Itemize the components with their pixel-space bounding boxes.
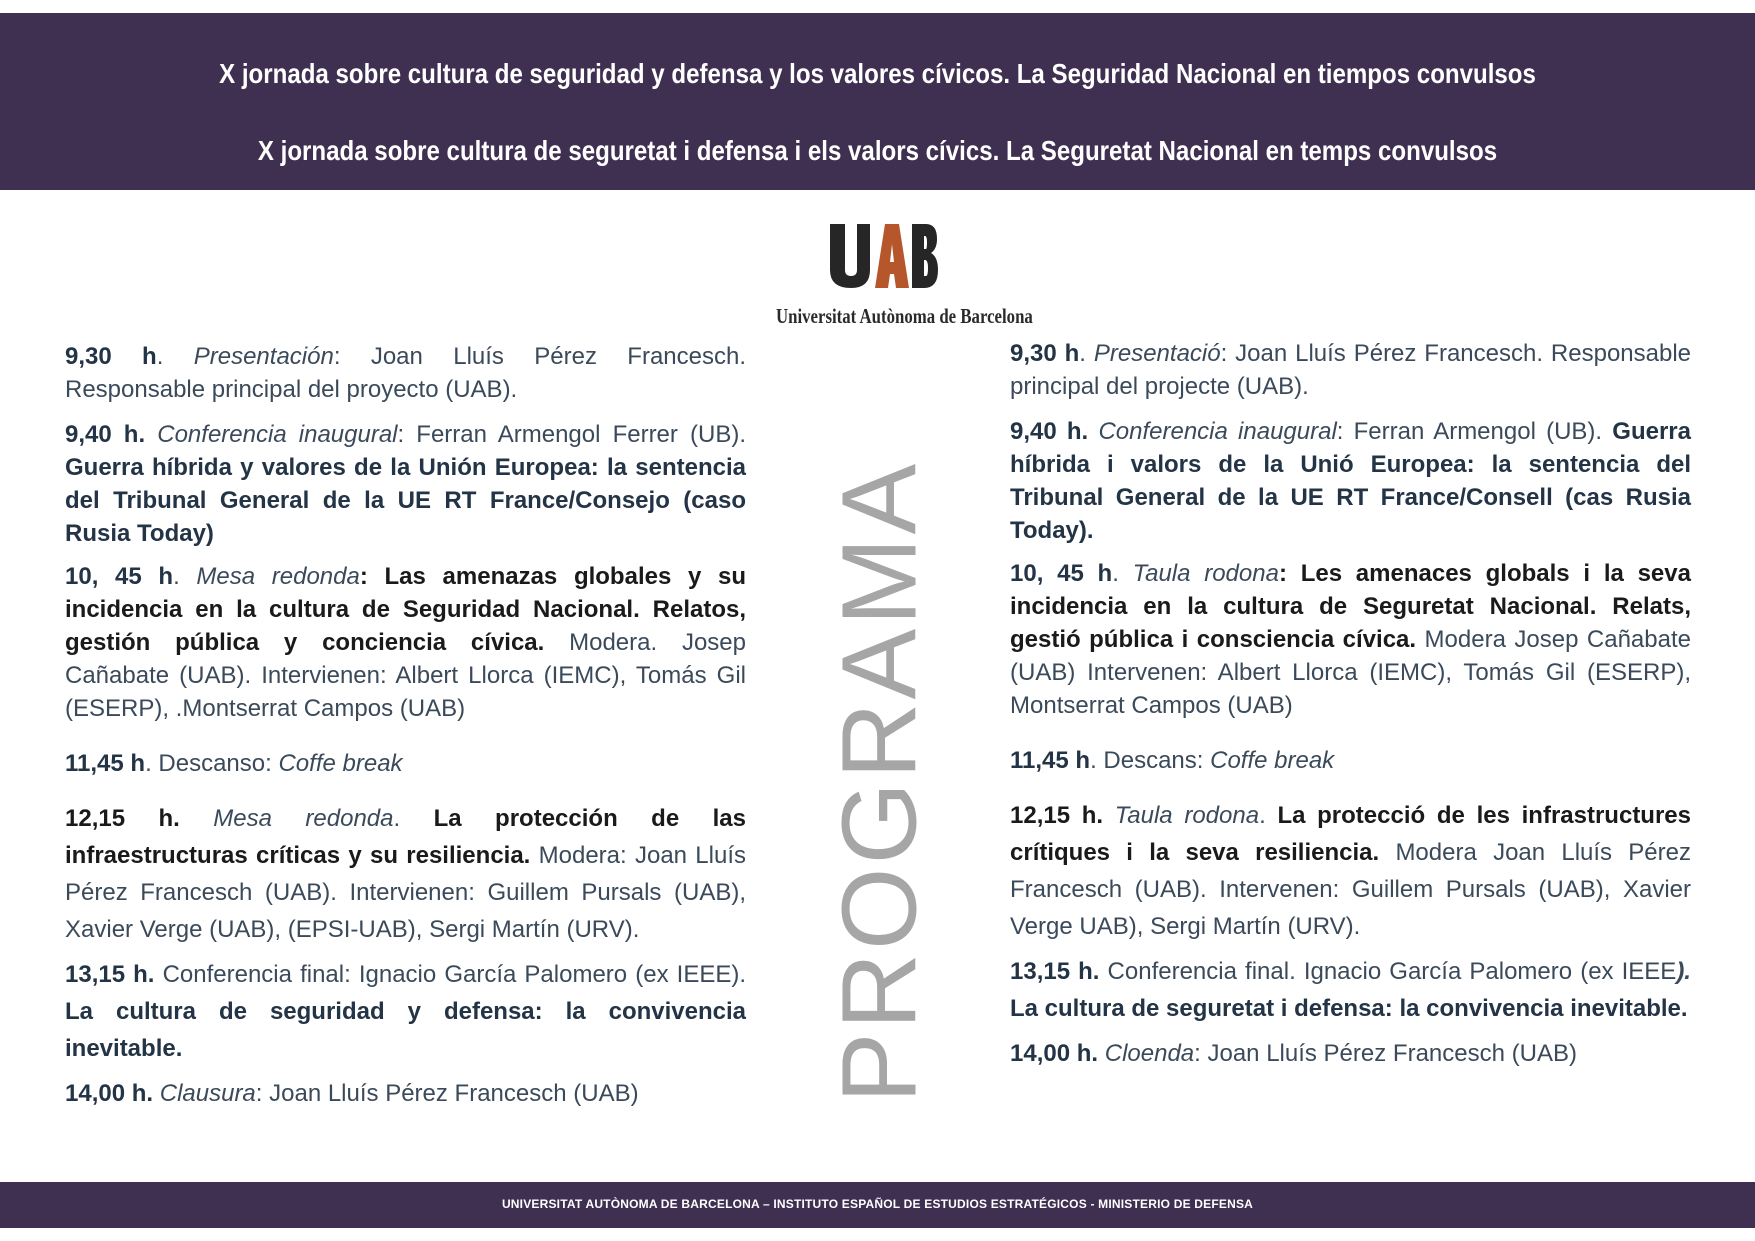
uab-logo [750,222,1033,332]
program-catalan [1010,337,1691,1070]
schedule-item: 14,00 h. Clausura: Joan Lluís Pérez Francesch (UAB) [65,1080,639,1107]
footer-organizers: UNIVERSITAT AUTÒNOMA DE BARCELONA – INSTITUTO ESPAÑOL DE ESTUDIOS ESTRATÉGICOS - MINISTERIO DE DEFENSA [501,1197,1254,1211]
schedule-item: 9,40 h. Conferencia inaugural: Ferran Armengol Ferrer (UB). Guerra híbrida y valores de la Unión Europea: la sentencia del Tribunal General de la UE RT France/Consejo (caso Rusia Today) [65,421,746,547]
schedule-item: 10, 45 h. Mesa redonda: Las amenazas globales y su incidencia en la cultura de Seguridad Nacional. Relatos, gestión pública y conciencia cívica. Modera. Josep Cañabate (UAB). Intervienen: Albert Llorca (IEMC), Tomás Gil (ESERP), .Montserrat Campos (UAB) [65,563,746,722]
uab-logo-name: Universitat Autònoma de Barcelona [776,304,1033,328]
schedule-item: 14,00 h. Cloenda: Joan Lluís Pérez Francesch (UAB) [1010,1040,1577,1067]
schedule-item: 11,45 h. Descans: Coffe break [1010,747,1335,774]
schedule-item: 11,45 h. Descanso: Coffe break [65,750,403,777]
title-catalan: X jornada sobre cultura de seguretat i defensa i els valors cívics. La Seguretat Nacional en temps convulsos [257,135,1498,166]
schedule-item: 9,30 h. Presentación: Joan Lluís Pérez Francesch. Responsable principal del proyecto (UAB). [65,343,746,403]
programa-label: PROGRAMA [820,460,939,1104]
title-spanish: X jornada sobre cultura de seguridad y defensa y los valores cívicos. La Seguridad Nacional en tiempos convulsos [219,58,1536,89]
schedule-item: 9,40 h. Conferencia inaugural: Ferran Armengol (UB). Guerra híbrida i valors de la Unió Europea: la sentencia del Tribunal General de la UE RT France/Consell (cas Rusia Today). [1010,418,1691,544]
uab-logo-mark [828,222,938,290]
schedule-item: 9,30 h. Presentació: Joan Lluís Pérez Francesch. Responsable principal del projecte (UAB). [1010,340,1692,400]
schedule-item: 13,15 h. Conferencia final. Ignacio García Palomero (ex IEEE). La cultura de seguretat i defensa: la convivencia inevitable. [1010,958,1691,1022]
schedule-item: 12,15 h. Mesa redonda. La protección de las infraestructuras críticas y su resiliencia. Modera: Joan Lluís Pérez Francesch (UAB). Intervienen: Guillem Pursals (UAB), Xavier Verge (UAB), (EPSI-UAB), Sergi Martín (URV). [65,805,746,943]
schedule-item: 10, 45 h. Taula rodona: Les amenaces globals i la seva incidencia en la cultura de Seguretat Nacional. Relats, gestió pública i consciencia cívica. Modera Josep Cañabate (UAB) Intervenen: Albert Llorca (IEMC), Tomás Gil (ESERP), Montserrat Campos (UAB) [1010,560,1691,719]
header-band [0,13,1755,190]
program-spanish [65,340,746,1110]
footer-band [0,1182,1755,1228]
schedule-item: 13,15 h. Conferencia final: Ignacio García Palomero (ex IEEE). La cultura de seguridad y defensa: la convivencia inevitable. [65,961,746,1062]
schedule-item: 12,15 h. Taula rodona. La protecció de les infrastructures crítiques i la seva resiliencia. Modera Joan Lluís Pérez Francesch (UAB). Intervenen: Guillem Pursals (UAB), Xavier Verge UAB), Sergi Martín (URV). [1010,802,1692,940]
